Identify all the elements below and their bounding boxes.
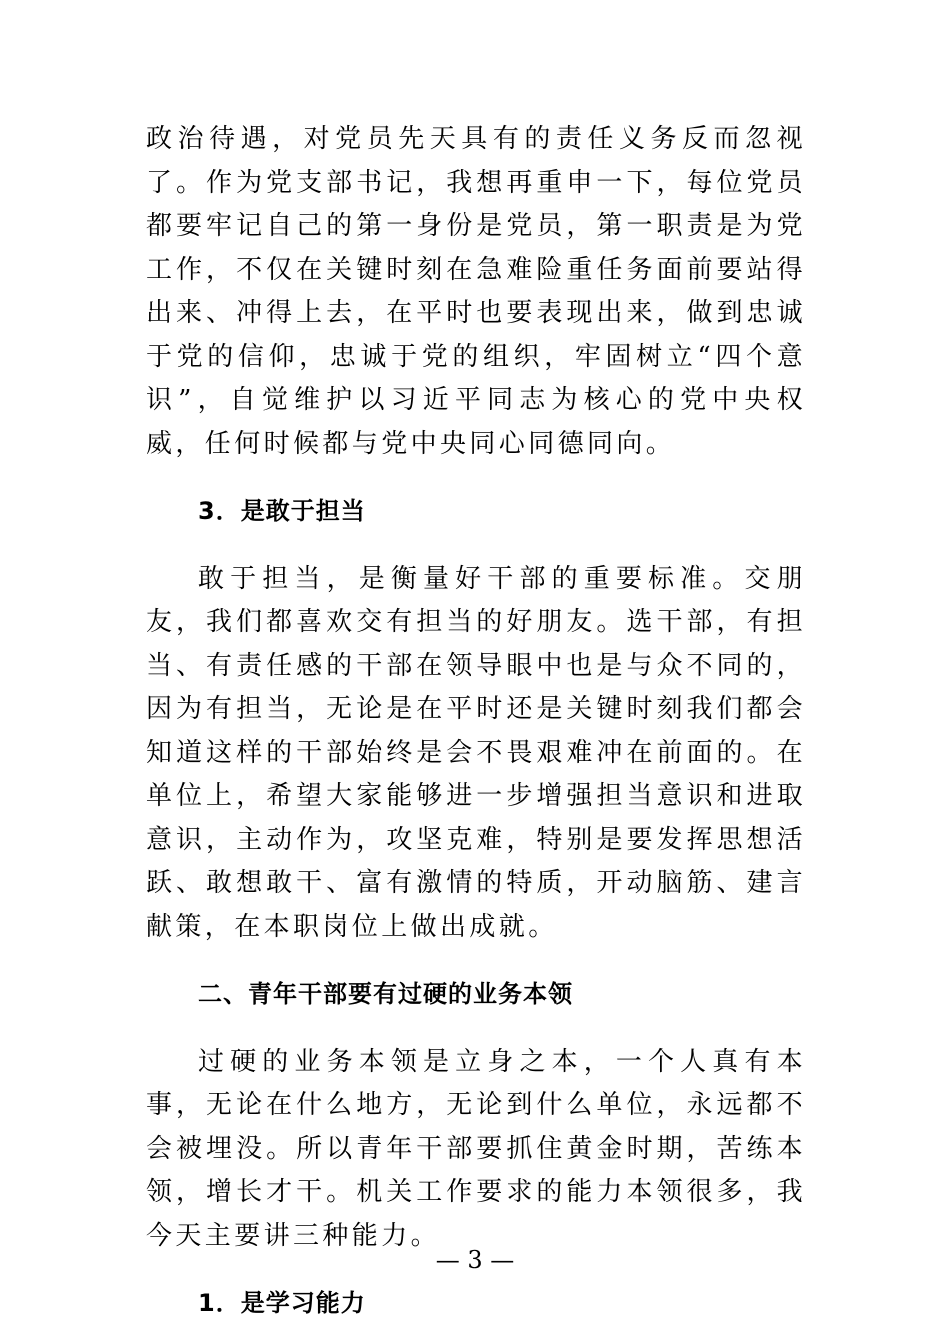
section-heading-business-skills: 二、青年干部要有过硬的业务本领 — [198, 980, 573, 1008]
subheading-learning-ability: 1．是学习能力 — [198, 1289, 366, 1317]
paragraph-political-treatment: 政治待遇，对党员先天具有的责任义务反而忽视了。作为党支部书记，我想再重申一下，每位党员都要牢记自己的第一身份是党员，第一职责是为党工作，不仅在关键时刻在急难险重任务面前要站得出来、冲得上去，在平时也要表现出来，做到忠诚于党的信仰，忠诚于党的组织，牢固树立“四个意识”，自觉维护以习近平同志为核心的党中央权威，任何时候都与党中央同心同德同向。 — [146, 124, 806, 459]
subheading-courage-to-take-responsibility: 3．是敢于担当 — [198, 497, 366, 525]
document-body — [146, 118, 806, 1326]
spacer — [146, 466, 806, 490]
spacer — [146, 534, 806, 558]
page-number: — 3 — — [435, 1246, 515, 1274]
spacer — [146, 949, 806, 973]
paragraph-business-skills: 过硬的业务本领是立身之本，一个人真有本事，无论在什么地方，无论到什么单位，永远都不会被埋没。所以青年干部要抓住黄金时期，苦练本领，增长才干。机关工作要求的能力本领很多，我今天主要讲三种能力。 — [146, 1046, 806, 1251]
spacer — [146, 1017, 806, 1041]
paragraph-courage-to-take-responsibility: 敢于担当，是衡量好干部的重要标准。交朋友，我们都喜欢交有担当的好朋友。选干部，有担当、有责任感的干部在领导眼中也是与众不同的，因为有担当，无论是在平时还是关键时刻我们都会知道这样的干部始终是会不畏艰难冲在前面的。在单位上，希望大家能够进一步增强担当意识和进取意识，主动作为，攻坚克难，特别是要发挥思想活跃、敢想敢干、富有激情的特质，开动脑筋、建言献策，在本职岗位上做出成就。 — [146, 563, 806, 942]
